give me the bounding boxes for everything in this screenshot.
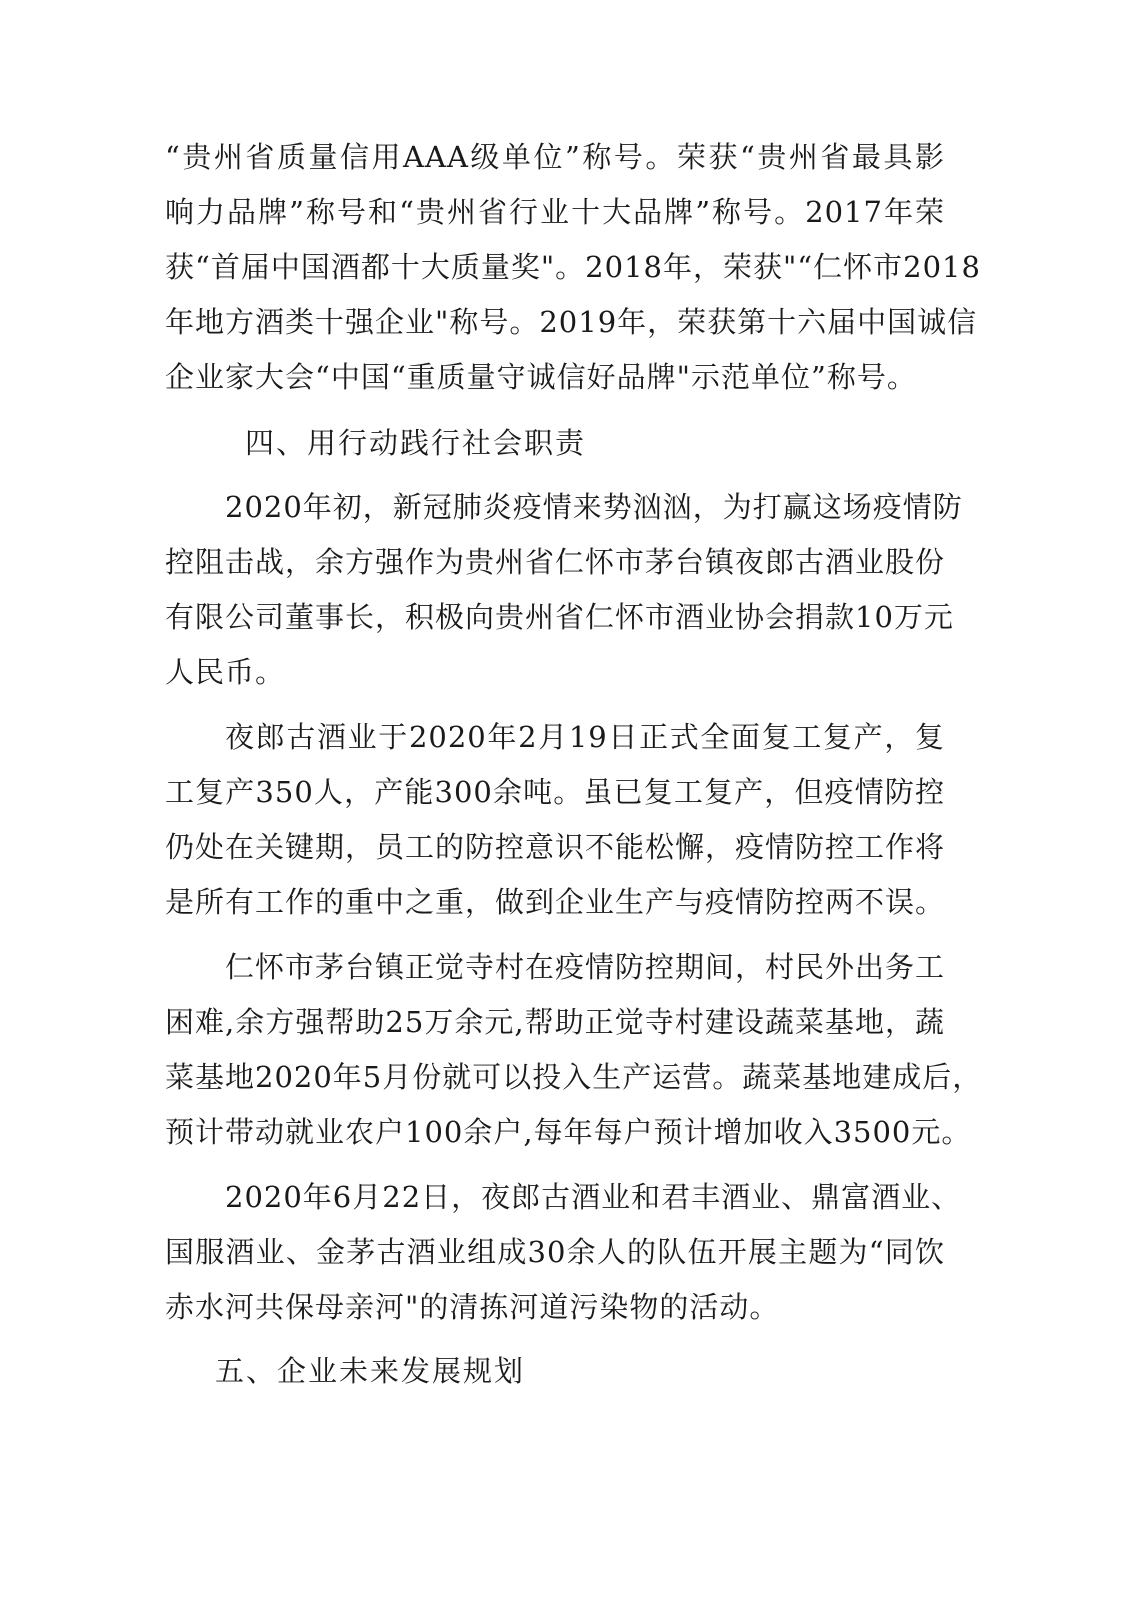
text-line: 国服酒业、金茅古酒业组成30余人的队伍开展主题为“同饮 [165,1235,945,1269]
text-line: 企业家大会“中国“重质量守诚信好品牌"示范单位”称号。 [165,360,917,394]
section-heading: 五、企业未来发展规划 [215,1354,526,1388]
text-line: 获“首届中国酒都十大质量奖"。2018年，荣获"“仁怀市2018 [165,250,981,284]
text-line: 年地方酒类十强企业"称号。2019年，荣获第十六届中国诚信 [165,305,978,339]
text-line: 仍处在关键期，员工的防控意识不能松懈，疫情防控工作将 [165,830,946,864]
text-line: 响力品牌”称号和“贵州省行业十大品牌”称号。2017年荣 [165,195,945,229]
text-line: 有限公司董事长，积极向贵州省仁怀市酒业协会捐款10万元 [165,600,954,634]
text-line: 人民币。 [165,655,286,689]
text-line: 2020年初，新冠肺炎疫情来势汹汹，为打赢这场疫情防 [225,490,963,524]
text-line: 控阻击战，余方强作为贵州省仁怀市茅台镇夜郎古酒业股份 [165,545,946,579]
text-line: 菜基地2020年5月份就可以投入生产运营。蔬菜基地建成后， [165,1060,983,1094]
text-line: 是所有工作的重中之重，做到企业生产与疫情防控两不误。 [165,885,946,919]
text-line: 夜郎古酒业于2020年2月19日正式全面复工复产，复 [225,720,945,754]
text-line: “贵州省质量信用AAA级单位”称号。荣获“贵州省最具影 [165,140,945,174]
text-line: 赤水河共保母亲河"的清拣河道污染物的活动。 [165,1290,780,1324]
section-heading: 四、用行动践行社会职责 [245,426,587,460]
text-line: 2020年6月22日，夜郎古酒业和君丰酒业、鼎富酒业、 [225,1180,962,1214]
text-line: 仁怀市茅台镇正觉寺村在疫情防控期间，村民外出务工 [225,950,946,984]
text-line: 困难,余方强帮助25万余元,帮助正觉寺村建设蔬菜基地，蔬 [165,1005,945,1039]
text-line: 预计带动就业农户100余户,每年每户预计增加收入3500元。 [165,1115,972,1149]
text-line: 工复产350人，产能300余吨。虽已复工复产，但疫情防控 [165,775,945,809]
